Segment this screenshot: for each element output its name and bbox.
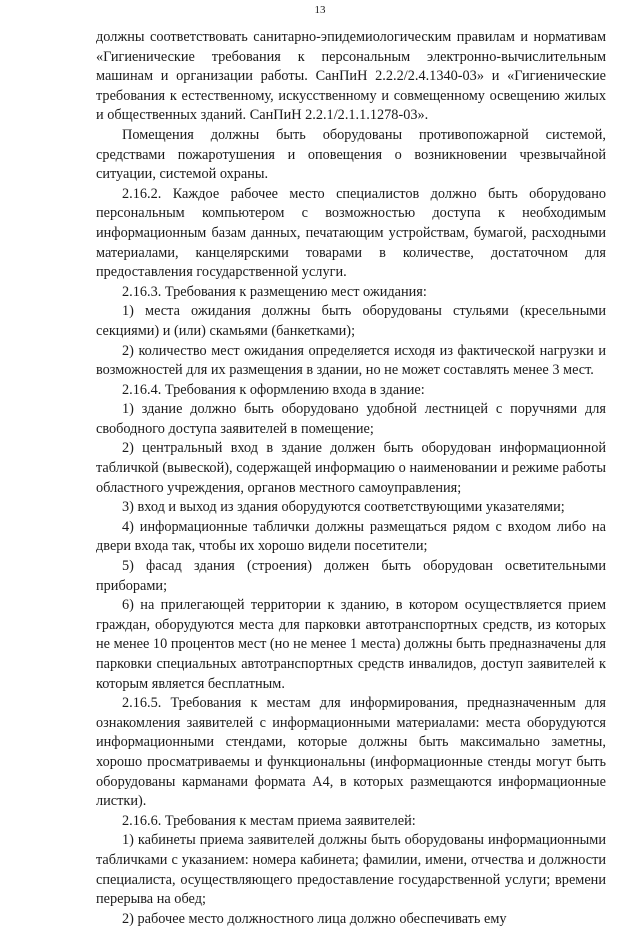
list-item: 2) рабочее место должностного лица должно обеспечивать ему [122, 910, 507, 927]
section-paragraph: 2.16.2. Каждое рабочее место специалистов должно быть оборудовано персональным компьютером с возможностью доступа к необходимым информационным базам данных, печатающим устройствам, бумагой, расходными материалами, канцелярскими товарами в количестве, достаточном для предоставления государственной услуги. [96, 185, 606, 281]
paragraph: Помещения должны быть оборудованы противопожарной системой, средствами пожаротушения и оповещения о возникновении чрезвычайной ситуации, системой охраны. [96, 126, 606, 183]
list-item: 1) здание должно быть оборудовано удобной лестницей с поручнями для свободного доступа заявителей в помещение; [96, 401, 606, 437]
list-item: 2) количество мест ожидания определяется исходя из фактической нагрузки и возможностей для их размещения в здании, но не может составлять менее 3 мест. [96, 342, 606, 379]
section-paragraph: 2.16.5. Требования к местам для информирования, предназначенным для ознакомления заявителей с информационными материалами: места оборудуются информационными стендами, которые должны быть максимально заметны, хорошо просматриваемы и функциональны (информационные стенды могут быть оборудованы карманами формата А4, в которых размещаются информационные листки). [96, 695, 606, 810]
paragraph: должны соответствовать санитарно-эпидемиологическим правилам и нормативам «Гигиенические требования к персональным электронно-вычислительным машинам и организации работы. СанПиН 2.2.2/2.4.1340-03» и «Гигиенические требования к естественному, искусственному и совмещенному освещению жилых и общественных зданий. СанПиН 2.2.1/2.1.1.1278-03». [96, 29, 606, 124]
list-item: 3) вход и выход из здания оборудуются соответствующими указателями; [122, 499, 565, 516]
section-heading: 2.16.3. Требования к размещению мест ожидания: [122, 283, 427, 300]
list-item: 1) места ожидания должны быть оборудованы стульями (кресельными секциями) и (или) скамьями (банкетками); [96, 303, 606, 339]
section-heading: 2.16.6. Требования к местам приема заявителей: [122, 812, 416, 829]
list-item: 2) центральный вход в здание должен быть оборудован информационной табличкой (вывеской), содержащей информацию о наименовании и режиме работы областного учреждения, органов местного самоуправления; [96, 440, 606, 496]
list-item: 1) кабинеты приема заявителей должны быть оборудованы информационными табличками с указанием: номера кабинета; фамилии, имени, отчества и должности специалиста, осуществляющего предоставление государственной услуги; времени перерыва на обед; [96, 832, 606, 908]
section-heading: 2.16.4. Требования к оформлению входа в здание: [122, 381, 425, 398]
list-item: 5) фасад здания (строения) должен быть оборудован осветительными приборами; [96, 558, 606, 594]
list-item: 6) на прилегающей территории к зданию, в котором осуществляется прием граждан, оборудуются места для парковки автотранспортных средств, из которых не менее 10 процентов мест (но не менее 1 места) должны быть предназначены для парковки специальных автотранспортных средств инвалидов, доступ заявителей к которым является бесплатным. [96, 597, 606, 692]
list-item: 4) информационные таблички должны размещаться рядом с входом либо на двери входа так, чтобы их хорошо видели посетители; [96, 518, 606, 555]
page-number: 13 [314, 4, 326, 16]
document-body [96, 28, 606, 929]
